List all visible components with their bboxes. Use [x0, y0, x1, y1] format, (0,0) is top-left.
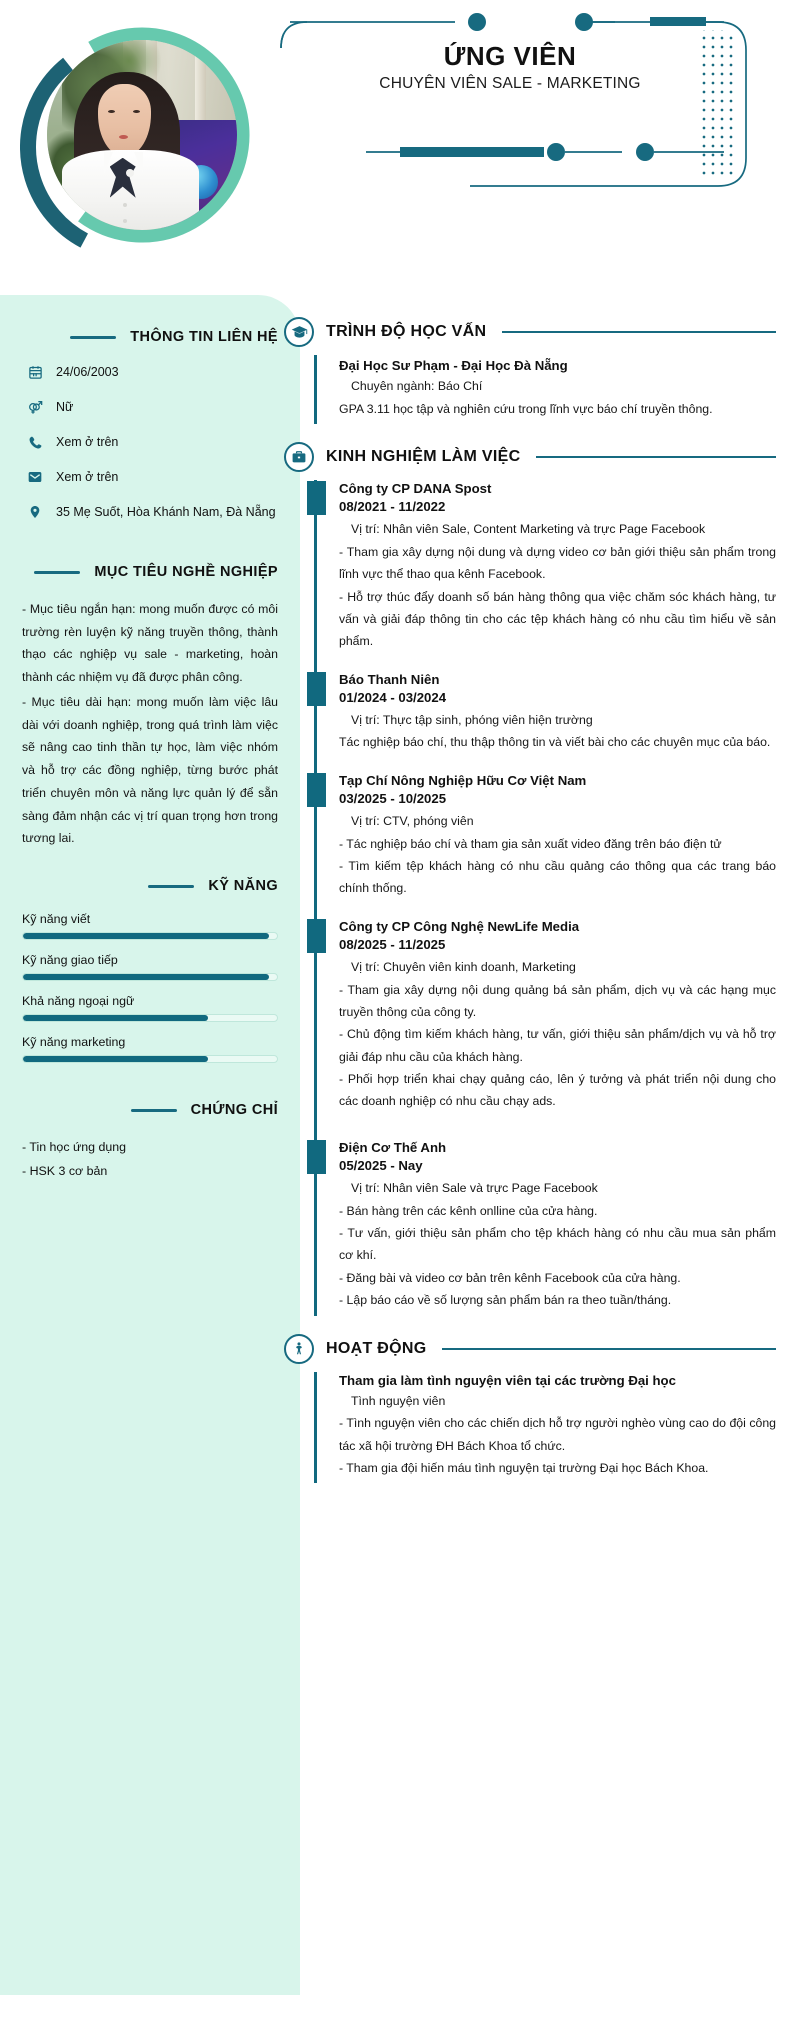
experience-role: Vị trí: Thực tập sinh, phóng viên hiện trường [351, 713, 593, 728]
section-rule [502, 331, 776, 333]
skill-label: Kỹ năng marketing [22, 1035, 126, 1050]
skill-item [22, 1035, 278, 1063]
skill-item [22, 994, 278, 1022]
contact-item-phone [26, 433, 278, 451]
experience-bullet: - Bán hàng trên các kênh onlline của cửa hàng. [339, 1203, 598, 1218]
experience-entry [339, 480, 776, 657]
skill-progress-fill [23, 1015, 208, 1021]
experience-date: 01/2024 - 03/2024 [339, 689, 447, 705]
section-title: HOẠT ĐỘNG [326, 1339, 427, 1357]
skill-progress-track [22, 973, 278, 981]
person-icon [284, 1334, 314, 1364]
skill-progress-track [22, 932, 278, 940]
contact-value: Xem ở trên [56, 469, 119, 484]
experience-bullet: - Tham gia xây dựng nội dung và dựng video cơ bản giới thiệu sản phẩm trong lĩnh vực thể thao qua kênh Facebook. [339, 544, 776, 582]
contact-value: Nữ [56, 399, 74, 414]
section-rule [148, 885, 194, 888]
experience-date: 03/2025 - 10/2025 [339, 791, 447, 807]
phone-icon [26, 433, 44, 451]
graduation-cap-icon [284, 317, 314, 347]
experience-bullet: - Tìm kiếm tệp khách hàng có nhu cầu quảng cáo thông qua các trang báo chính thống. [339, 859, 776, 896]
cv-body [0, 295, 800, 1995]
section-header-objective [22, 564, 278, 580]
section-header-activities [284, 1334, 776, 1364]
experience-bullet: - Tác nghiệp báo chí và tham gia sản xuất video đăng trên báo điện tử [339, 836, 722, 851]
education-school: Đại Học Sư Phạm - Đại Học Đà Nẵng [339, 358, 568, 373]
experience-bullet: Tác nghiệp báo chí, thu thập thông tin và viết bài cho các chuyên mục của báo. [339, 735, 771, 750]
experience-bullet: - Lập báo cáo về số lượng sản phẩm bán ra theo tuần/tháng. [339, 1293, 672, 1308]
contact-value: 35 Mẹ Suốt, Hòa Khánh Nam, Đà Nẵng [56, 504, 276, 519]
gender-icon [26, 398, 44, 416]
experience-role: Vị trí: Nhân viên Sale và trực Page Facebook [351, 1181, 598, 1196]
education-timeline [314, 355, 776, 424]
header-subtitle: CHUYÊN VIÊN SALE - MARKETING [379, 75, 641, 93]
experience-timeline [314, 480, 776, 1316]
experience-bullet: - Chủ động tìm kiếm khách hàng, tư vấn, giới thiệu sản phẩm/dịch vụ và hỗ trợ giải đáp nhu cầu của khách hàng. [339, 1027, 776, 1064]
certificate-item: - Tin học ứng dụng [22, 1140, 127, 1155]
section-header-skills [22, 878, 278, 894]
skill-label: Khả năng ngoại ngữ [22, 994, 135, 1009]
experience-bullet: - Đăng bài và video cơ bản trên kênh Facebook của cửa hàng. [339, 1270, 681, 1285]
experience-bullet: - Tư vấn, giới thiệu sản phẩm cho tệp khách hàng có nhu cầu mua sản phẩm cơ khí. [339, 1226, 776, 1263]
header-title-block [300, 42, 720, 93]
skill-progress-fill [23, 933, 269, 939]
experience-bullet: - Phối hợp triển khai chạy quảng cáo, lên ý tưởng và phát triển nội dung cho các doanh nghiệp có nhu cầu chạy ads. [339, 1072, 776, 1109]
section-rule [70, 336, 116, 339]
experience-date: 08/2025 - 11/2025 [339, 937, 446, 952]
skill-progress-track [22, 1055, 278, 1063]
calendar-icon [26, 363, 44, 381]
experience-entry [339, 918, 776, 1117]
experience-org: Báo Thanh Niên [339, 671, 440, 687]
experience-org: Công ty CP Công Nghệ NewLife Media [339, 918, 580, 934]
experience-entry [339, 772, 776, 904]
contact-value: Xem ở trên [56, 434, 119, 449]
experience-role: Vị trí: CTV, phóng viên [351, 814, 474, 829]
briefcase-icon [284, 442, 314, 472]
skill-label: Kỹ năng giao tiếp [22, 953, 118, 968]
activity-entry [339, 1372, 776, 1484]
section-title: KỸ NĂNG [208, 878, 278, 895]
contact-item-email [26, 468, 278, 486]
section-title: CHỨNG CHỈ [190, 1102, 278, 1119]
experience-entry [339, 671, 776, 758]
section-rule [34, 571, 80, 574]
section-rule [536, 456, 776, 458]
sidebar [0, 295, 300, 1995]
experience-date: 05/2025 - Nay [339, 1158, 423, 1174]
education-entry [339, 357, 776, 424]
experience-org: Tạp Chí Nông Nghiệp Hữu Cơ Việt Nam [339, 772, 587, 788]
activity-title: Tham gia làm tình nguyện viên tại các trường Đại học [339, 1372, 676, 1388]
section-title: KINH NGHIỆM LÀM VIỆC [326, 447, 521, 465]
education-detail: GPA 3.11 học tập và nghiên cứu trong lĩnh vực báo chí truyền thông. [339, 401, 713, 416]
activities-timeline [314, 1372, 776, 1484]
activity-role: Tình nguyện viên [351, 1393, 446, 1408]
avatar [20, 18, 265, 263]
section-rule [442, 1348, 776, 1350]
skill-progress-fill [23, 1056, 208, 1062]
section-header-certificates [22, 1102, 278, 1118]
contact-item-address [26, 503, 278, 521]
objective-paragraph-long: - Mục tiêu dài hạn: mong muốn làm việc lâu dài với doanh nghiệp, trong quá trình làm việc sẽ nâng cao tinh thần tự học, làm việc nhóm và hỗ trợ các đồng nghiệp, từng bước phát triển chuyên môn và năng lực quản lý để sẵn sàng đảm nhận các vị trí quan trọng hơn trong tương lai. [22, 694, 278, 846]
page-title: ỨNG VIÊN [443, 41, 577, 71]
certificate-item: - HSK 3 cơ bản [22, 1163, 108, 1178]
avatar-photo [47, 40, 237, 230]
skill-item [22, 912, 278, 940]
section-header-contact [22, 329, 278, 345]
section-header-education [284, 317, 776, 347]
section-title: THÔNG TIN LIÊN HỆ [130, 329, 278, 345]
section-title: MỤC TIÊU NGHỀ NGHIỆP [94, 564, 278, 580]
experience-org: Công ty CP DANA Spost [339, 480, 492, 496]
contact-list [26, 363, 278, 521]
cv-header [0, 0, 800, 295]
experience-bullet: - Tham gia xây dựng nội dung quảng bá sản phẩm, dịch vụ và các hạng mục truyền thông của công ty. [339, 982, 776, 1019]
experience-entry [339, 1139, 776, 1316]
skill-progress-fill [23, 974, 269, 980]
experience-bullet: - Hỗ trợ thúc đẩy doanh số bán hàng thông qua việc chăm sóc khách hàng, tư vấn và giải đáp thông tin cho các tệp khách hàng có nhu cầu tìm hiểu về sản phẩm. [339, 589, 776, 649]
education-major: Chuyên ngành: Báo Chí [351, 379, 483, 394]
contact-item-gender [26, 398, 278, 416]
contact-value: 24/06/2003 [56, 364, 119, 379]
section-header-experience [284, 442, 776, 472]
skill-item [22, 953, 278, 981]
section-title: TRÌNH ĐỘ HỌC VẤN [326, 323, 487, 340]
experience-date: 08/2021 - 11/2022 [339, 499, 446, 515]
main-column [300, 295, 800, 1523]
objective-paragraph-short: - Mục tiêu ngắn hạn: mong muốn được có môi trường rèn luyện kỹ năng truyền thông, thành thạo các nghiệp vụ sale - marketing, hoàn thành các nhiệm vụ đã được phân công. [22, 602, 278, 685]
email-icon [26, 468, 44, 486]
activity-bullet: - Tham gia đội hiến máu tình nguyện tại trường Đại học Bách Khoa. [339, 1460, 709, 1475]
experience-role: Vị trí: Nhân viên Sale, Content Marketing và trực Page Facebook [351, 522, 706, 537]
skill-progress-track [22, 1014, 278, 1022]
activity-bullet: - Tình nguyện viên cho các chiến dịch hỗ trợ người nghèo vùng cao do đội công tác xã hội trường ĐH Bách Khoa tổ chức. [339, 1416, 776, 1453]
section-rule [131, 1109, 177, 1112]
contact-item-birthdate [26, 363, 278, 381]
skill-label: Kỹ năng viết [22, 912, 91, 927]
experience-org: Điện Cơ Thế Anh [339, 1139, 447, 1155]
experience-role: Vị trí: Chuyên viên kinh doanh, Marketing [351, 960, 576, 975]
location-icon [26, 503, 44, 521]
